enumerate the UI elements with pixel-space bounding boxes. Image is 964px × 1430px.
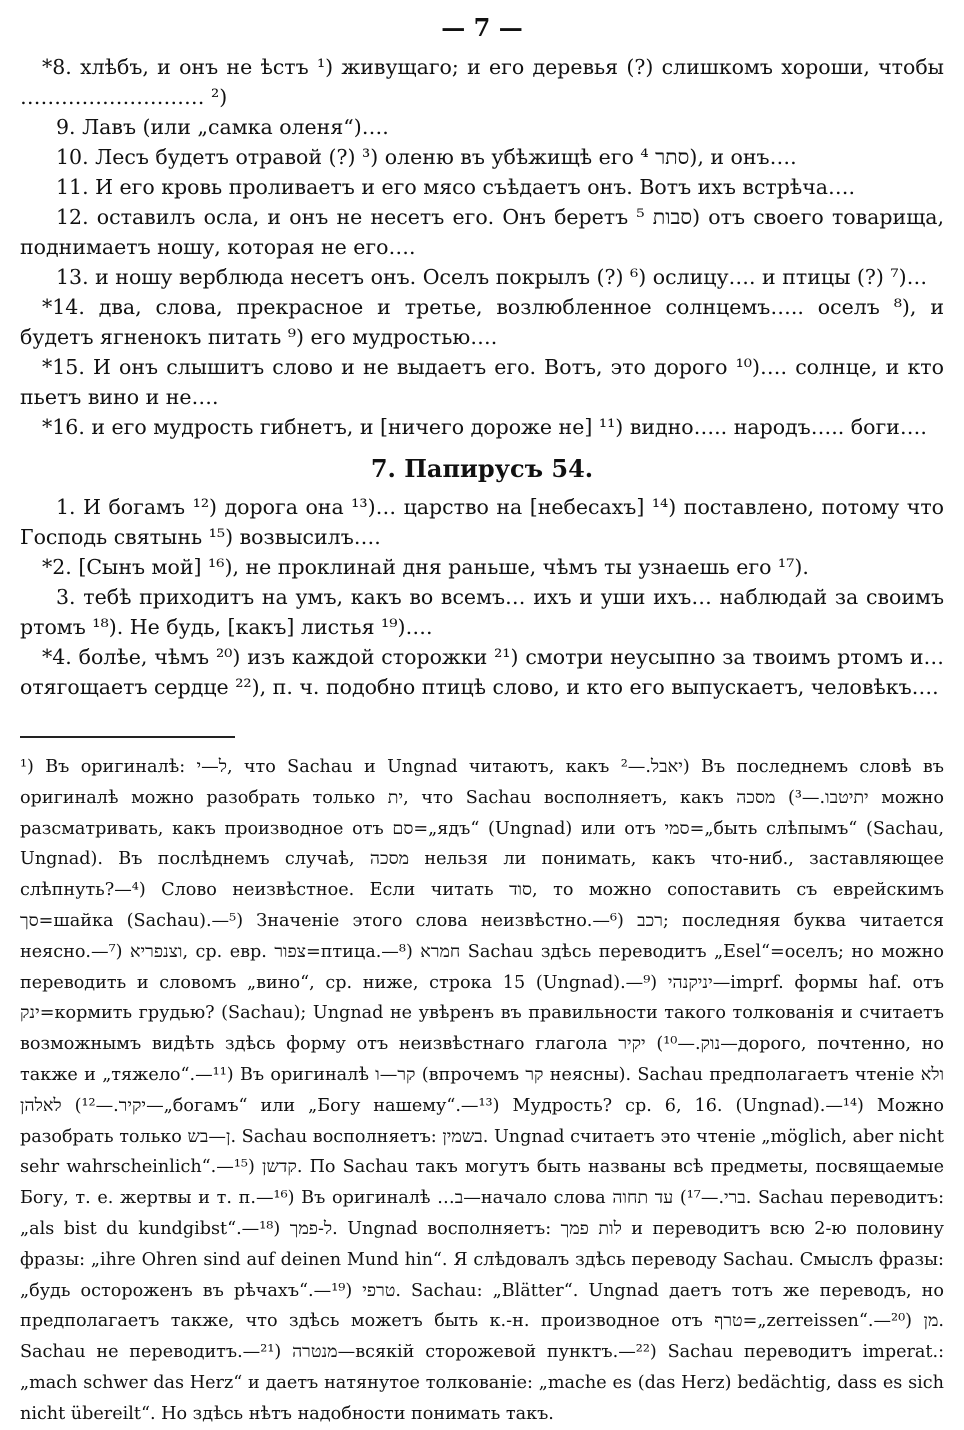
papyrus-line-2: *2. [Сынъ мой] ¹⁶), не проклинай дня раньше, чѣмъ ты узнаешь его ¹⁷).: [42, 555, 809, 579]
paragraph-8: *8. хлѣбъ, и онъ не ѣстъ ¹) живущаго; и его деревья (?) слишкомъ хороши, чтобы ……………………… ²): [20, 55, 944, 109]
paragraph-14: *14. два, слова, прекрасное и третье, возлюбленное солнцемъ….. оселъ ⁸), и будетъ ягненокъ питать ⁹) его мудростью….: [20, 295, 944, 349]
paragraph-15: *15. И онъ слышитъ слово и не выдаетъ его. Вотъ, это дорого ¹⁰)…. солнце, и кто пьетъ вино и не….: [20, 355, 944, 409]
footnotes: ¹) Въ оригиналѣ: ל—י, что Sachau и Ungnad читаютъ, какъ יאבל.—²) Въ последнемъ словѣ въ оригиналѣ можно разобрать только ית, что Sachau восполняетъ, какъ יתיטבו.—³) מסכה можно разсматривать, какъ производное отъ סם=„ядъ“ (Ungnad) или отъ סמי=„быть слѣпымъ“ (Sachau, Ungnad). Въ послѣднемъ случаѣ, מסכה нельзя ли понимать, какъ что-ниб., заставляющее слѣпнуть?—⁴) Слово неизвѣстное. Если читать סוד, то можно сопоставить съ еврейскимъ סך=шайка (Sachau).—⁵) Значеніе этого слова неизвѣстно.—⁶) רכב; последняя буква читается неясно.—⁷) וצנפריא, ср. евр. צפור=птица.—⁸) חמרא Sachau здѣсь переводитъ „Esel“=оселъ; но можно переводить и словомъ „вино“, ср. ниже, строка 15 (Ungnad).—⁹) יניקנהי—imprf. формы haf. отъ ינק=кормить грудью? (Sachau); Ungnad не увѣренъ въ правильности такого толкованія и считаетъ возможнымъ видѣть здѣсь форму отъ неизвѣстнаго глагола נוק.—¹⁰) יקיר—дорого, почтенно, но также и „тяжело“.—¹¹) Въ оригиналѣ קר—ו (впрочемъ קר неясны). Sachau предполагаетъ чтеніе ולא יקיר.—¹²) לאלהן—„богамъ“ или „Богу нашему“.—¹³) Мудрость? ср. 6, 16. (Ungnad).—¹⁴) Можно разобрать только ן—בש. Sachau восполняетъ: בשמין. Ungnad считаетъ это чтеніе „möglich, aber nicht sehr wahrscheinlich“.—¹⁵) קדשן. По Sachau такъ могутъ быть названы всѣ предметы, посвящаемые Богу, т. е. жертвы и т. п.—¹⁶) Въ оригиналѣ …ב—начало слова ברי.—¹⁷) עד תחוה. Sachau переводитъ: „als bist du kundgibst“.—¹⁸) ל-פמך. Ungnad восполняетъ: לות פמך и переводитъ всю 2-ю половину фразы: „ihre Ohren sind auf deinen Mund hin“. Я слѣдовалъ здѣсь переводу Sachau. Смыслъ фразы: „будь остороженъ въ рѣчахъ“.—¹⁹) טרפי. Sachau: „Blätter“. Ungnad даетъ тотъ же переводъ, но предполагаетъ также, что здѣсь можетъ быть к.-н. производное отъ טרף=„zerreissen“.—²⁰) מן. Sachau не переводитъ.—²¹) מנטרה—всякій сторожевой пунктъ.—²²) Sachau переводитъ imperat.: „mach schwer das Herz“ и даетъ натянутое толкованіе: „mache es (das Herz) bedächtig, dass es sich nicht übereilt“. Но здѣсь нѣтъ надобности понимать такъ.: [20, 757, 945, 1424]
paragraph-11: 11. И его кровь проливаетъ и его мясо съѣдаетъ онъ. Вотъ ихъ встрѣча….: [56, 175, 856, 199]
page-number: — 7 —: [441, 13, 523, 42]
papyrus-line-4: *4. болѣе, чѣмъ ²⁰) изъ каждой сторожки ²¹) смотри неусыпно за твоимъ ртомъ и… отягощаетъ сердце ²²), п. ч. подобно птицѣ слово, и кто его выпускаетъ, человѣкъ….: [20, 645, 944, 699]
section-title: 7. Папирусъ 54.: [370, 454, 594, 483]
paragraph-12: 12. оставилъ осла, и онъ не несетъ его. Онъ беретъ סבות ⁵) отъ своего товарища, поднимаетъ ношу, которая не его….: [20, 205, 944, 259]
papyrus-line-3: 3. тебѣ приходитъ на умъ, какъ во всемъ… ихъ и уши ихъ… наблюдай за своимъ ртомъ ¹⁸). Не будь, [какъ] листья ¹⁹)….: [20, 585, 944, 639]
papyrus-line-1: 1. И богамъ ¹²) дорога она ¹³)… царство на [небесахъ] ¹⁴) поставлено, потому что Господь святынь ¹⁵) возвысилъ….: [20, 495, 944, 549]
paragraph-9: 9. Лавъ (или „самка оленя“)….: [56, 115, 389, 139]
main-text: [20, 52, 944, 702]
footnote-divider: [20, 736, 235, 738]
paragraph-10: 10. Лесъ будетъ отравой (?) ³) оленю въ убѣжищѣ его סתר ⁴), и онъ….: [56, 145, 797, 169]
paragraph-13: 13. и ношу верблюда несетъ онъ. Оселъ покрылъ (?) ⁶) ослицу…. и птицы (?) ⁷)…: [56, 265, 928, 289]
paragraph-16: *16. и его мудрость гибнетъ, и [ничего дороже не] ¹¹) видно….. народъ….. боги….: [42, 415, 927, 439]
